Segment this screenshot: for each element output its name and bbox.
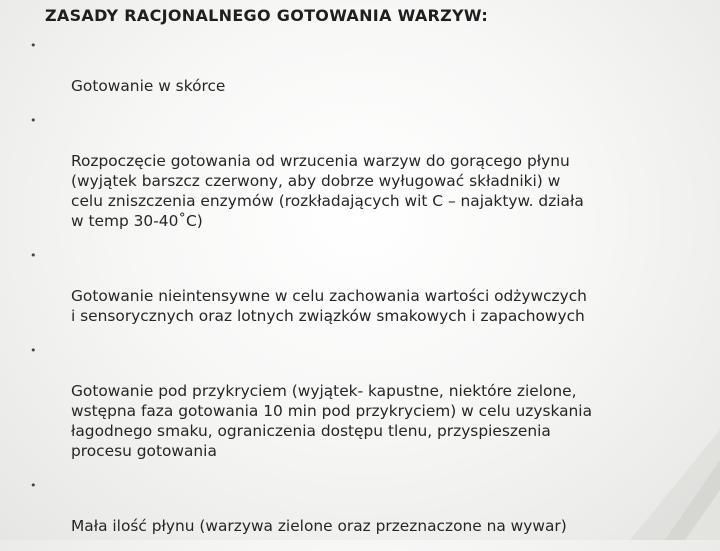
list-item	[26, 36, 686, 96]
list-item-text: Rozpoczęcie gotowania od wrzucenia warzyw do gorącego płynu (wyjątek barszcz czerwony, aby dobrze wyługować składniki) w celu zniszczenia enzymów (rozkładających wit C – najaktyw. działa w temp 30-40˚C)	[71, 152, 584, 230]
bullet-icon: •	[30, 249, 37, 262]
bullet-icon: •	[30, 344, 37, 357]
list-item	[26, 476, 686, 536]
slide-title: ZASADY RACJONALNEGO GOTOWANIA WARZYW:	[45, 6, 489, 25]
bullet-icon: •	[30, 114, 37, 127]
list-item-text: Gotowanie w skórce	[71, 77, 226, 95]
list-item-text: Gotowanie nieintensywne w celu zachowania wartości odżywczych i sensorycznych oraz lotnych związków smakowych i zapachowych	[71, 287, 587, 325]
bullet-icon: •	[30, 479, 37, 492]
list-item	[26, 246, 686, 326]
bullet-icon: •	[30, 39, 37, 52]
list-item-text: Mała ilość płynu (warzywa zielone oraz przeznaczone na wywar)	[71, 517, 567, 535]
bullet-list	[26, 36, 686, 551]
list-item	[26, 341, 686, 461]
list-item-text: Gotowanie pod przykryciem (wyjątek- kapustne, niektóre zielone, wstępna faza gotowania 10 min pod przykryciem) w celu uzyskania łagodnego smaku, ograniczenia dostępu tlenu, przyspieszenia procesu gotowania	[71, 382, 593, 460]
list-item	[26, 111, 686, 231]
